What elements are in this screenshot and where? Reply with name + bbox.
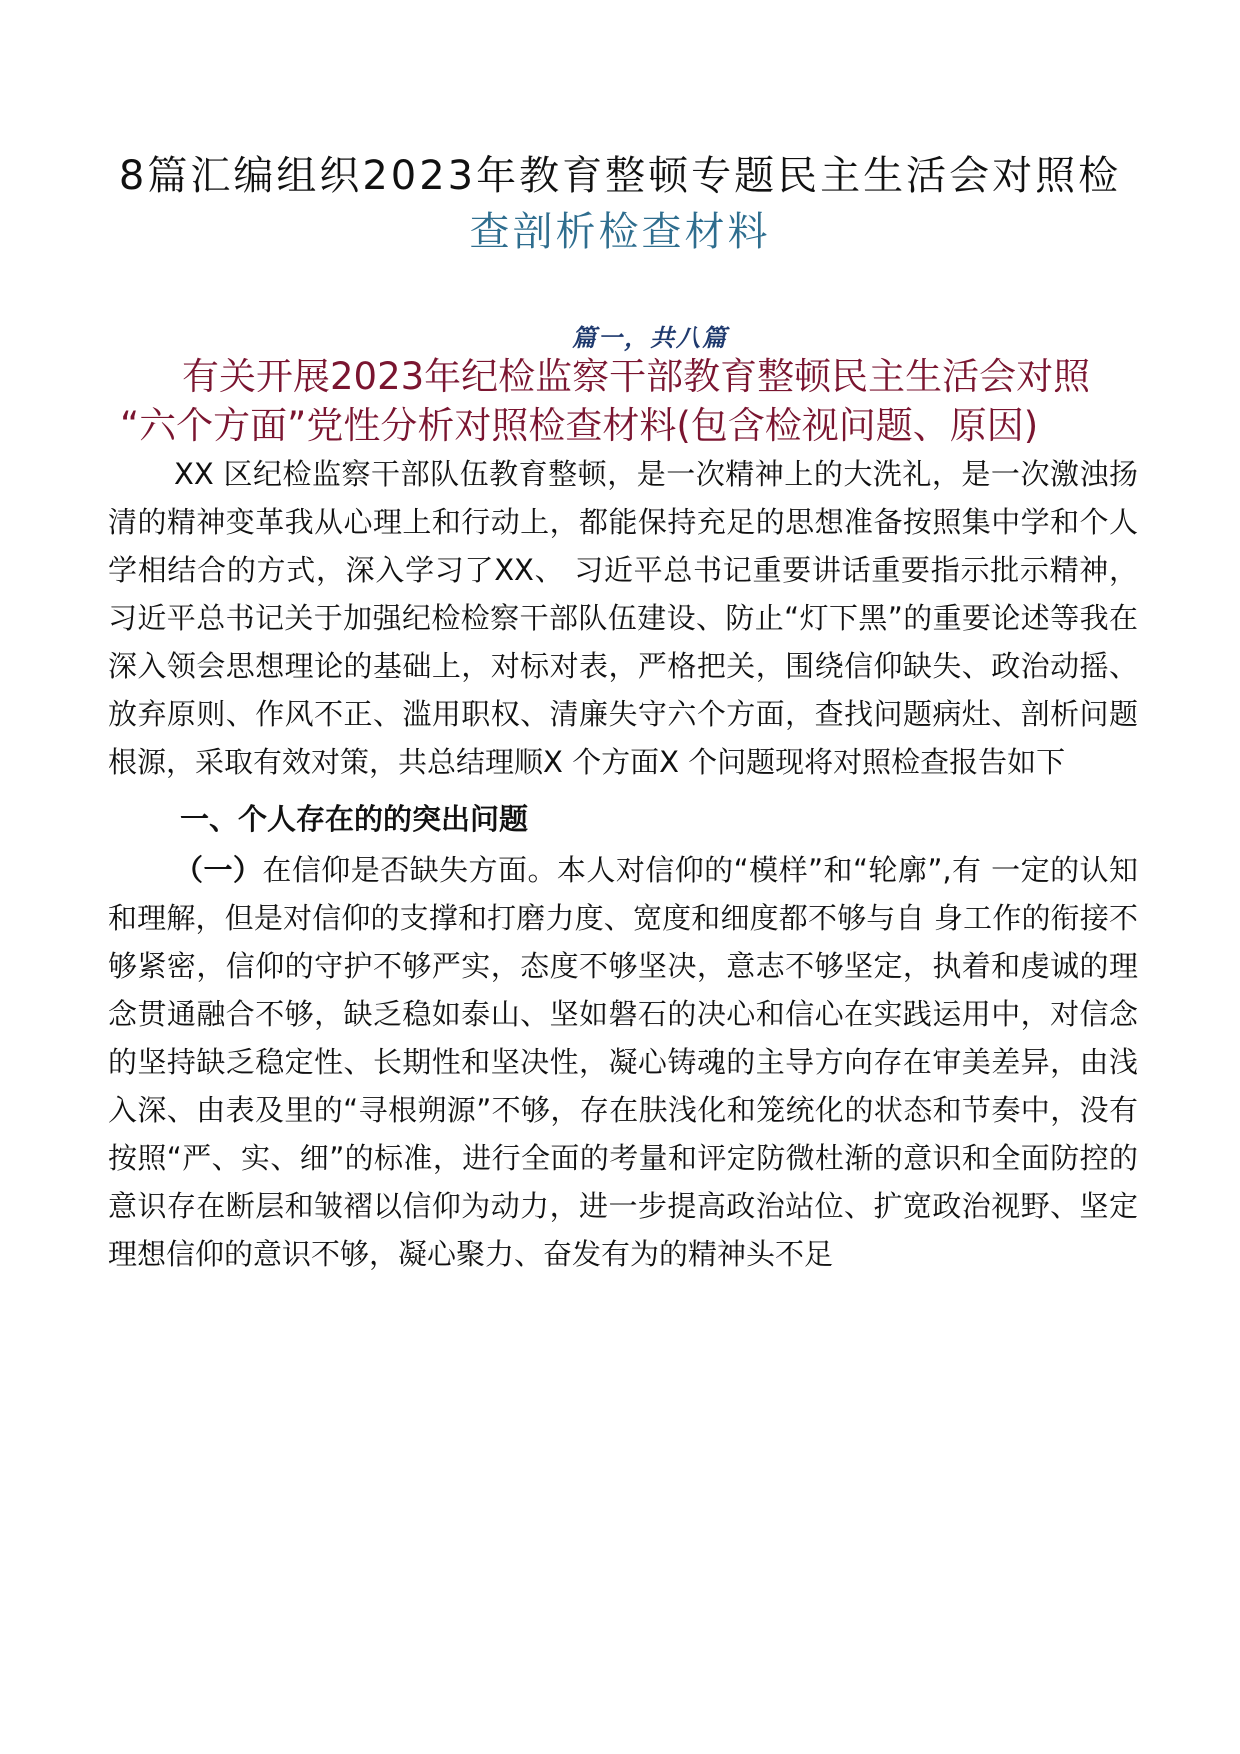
document-title-line1: 8篇汇编组织2023年教育整顿专题民主生活会对照检 <box>118 153 1122 199</box>
document-title-line2: 查剖析检查材料 <box>469 209 771 255</box>
article-title-line2: “六个方面”党性分析对照检查材料(包含检视问题、原因) <box>120 404 1039 447</box>
belief-paragraph-body: 在信仰是否缺失方面。本人对信仰的“模样”和“轮廓”,有 一定的认知和理解，但是对信仰的支撑和打磨力度、宽度和细度都不够与自 身工作的衔接不够紧密，信仰的守护不够严实，态度不够坚决，意志不够坚定，执着和虔诚的理念贯通融合不够，缺乏稳如泰山、坚如磐石的决心和信心在实践运用中，对信念的坚持缺乏稳定性、长期性和坚决性，凝心铸魂的主导方向存在审美差异，由浅入深、由表及里的“寻根朔源”不够，存在肤浅化和笼统化的状态和节奏中，没有按照“严、实、细”的标准，进行全面的考量和评定防微杜渐的意识和全面防控的意识存在断层和皱褶以信仰为动力，进一步提高政治站位、扩宽政治视野、坚定理想信仰的意识不够，凝心聚力、奋发有为的精神头不足 <box>108 853 1138 1271</box>
part-marker: 篇一，共八篇 <box>572 323 728 352</box>
document-title <box>0 148 1240 260</box>
intro-paragraph: XX 区纪检监察干部队伍教育整顿，是一次精神上的大洗礼，是一次激浊扬清的精神变革我从心理上和行动上，都能保持充足的思想准备按照集中学和个人学相结合的方式，深入学习了XX、 习近平总书记重要讲话重要指示批示精神，习近平总书记关于加强纪检检察干部队伍建设、防止“灯下黑”的重要论述等我在深入领会思想理论的基础上，对标对表，严格把关，围绕信仰缺失、政治动摇、放弃原则、作风不正、滥用职权、清廉失守六个方面，查找问题病灶、剖析问题根源，采取有效对策，共总结理顺X 个方面X 个问题现将对照检查报告如下 <box>108 457 1138 779</box>
article-title-line1: 有关开展2023年纪检监察干部教育整顿民主生活会对照 <box>182 355 1091 398</box>
section-heading: 一、个人存在的的突出问题 <box>180 802 529 836</box>
article-title <box>120 352 1130 450</box>
belief-paragraph-lead: （一） <box>174 853 263 887</box>
document-body <box>108 450 1138 1278</box>
belief-paragraph <box>108 846 1138 1278</box>
